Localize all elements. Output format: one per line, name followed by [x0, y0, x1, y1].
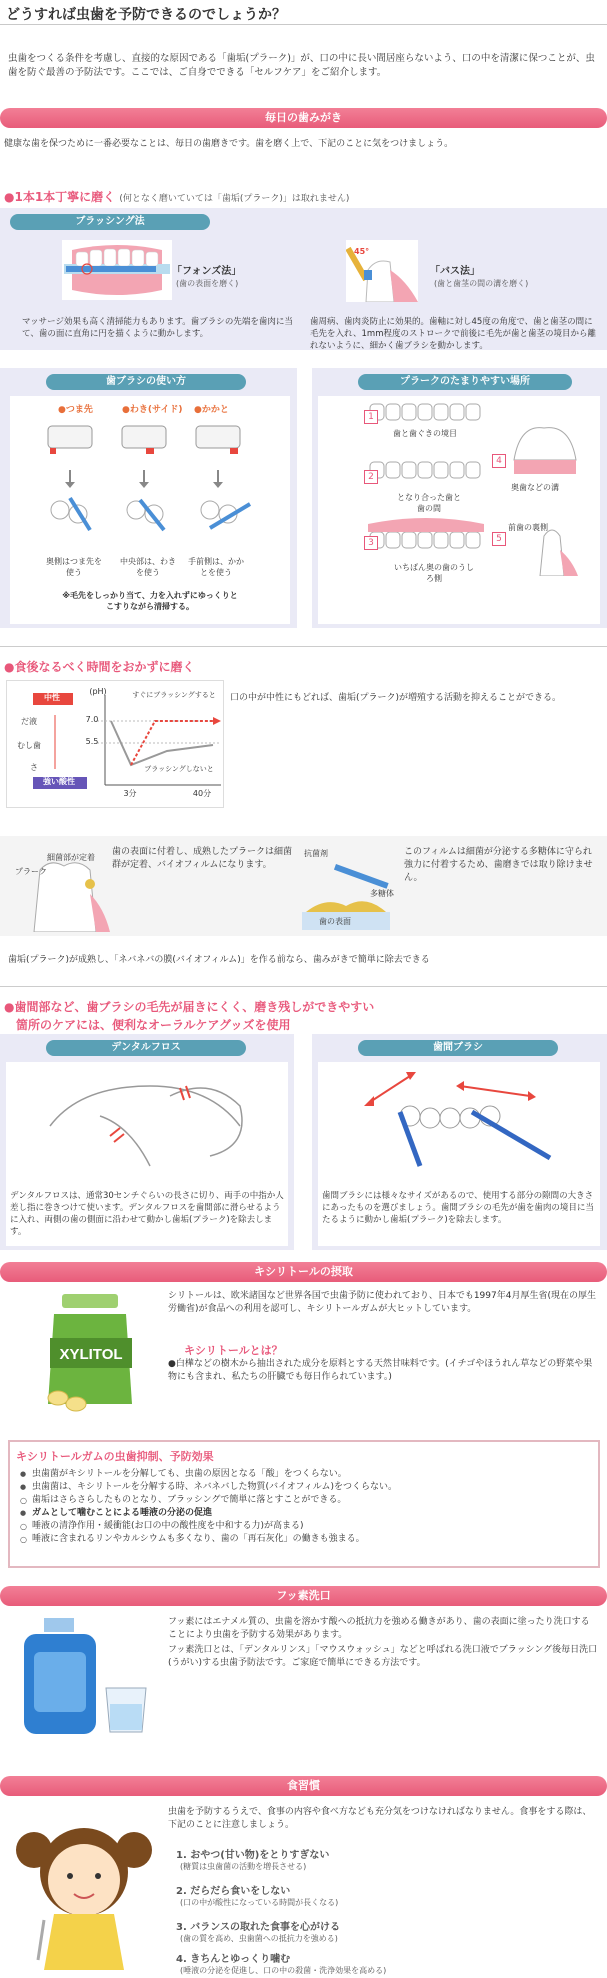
xylitol-question: キシリトールとは？: [184, 1344, 283, 1357]
list-item: ● 虫歯菌は、キシリトールを分解する時、ネバネバした物質(バイオフィルム)をつくらない。: [20, 1481, 590, 1494]
decay-label: むし歯: [17, 741, 41, 750]
ph-low-tick: 5.5: [85, 737, 99, 746]
fluoride-description-2: フッ素洗口とは、「デンタルリンス」「マウスウォッシュ」などと呼ばれる洗口液でブラッシング後毎日洗口(うがい)する虫歯予防法です。ご家庭で簡単にできる方法です。: [168, 1645, 598, 1668]
no-brush-label: ブラッシングしないと: [144, 765, 214, 773]
plaque-spot-number: 3: [364, 536, 378, 550]
label-heel: ●かかと: [194, 405, 229, 415]
fluoride-description-1: フッ素にはエナメル質の、虫歯を溶かす酸への抵抗力を強める働きがあり、歯の表面に塗ったり洗口することにより虫歯を予防する効果があります。: [168, 1617, 590, 1640]
dental-floss-illustration: [40, 1066, 260, 1176]
banner-diet: 食習慣: [0, 1776, 607, 1796]
plaque-spot-number: 4: [492, 454, 506, 468]
ph-acid-label: 強い酸性: [43, 777, 75, 786]
diet-item: 2. だらだら食いをしない (口の中が酸性になっている時間が長くなる): [176, 1886, 339, 1907]
xylitol-bottle-label: XYLITOL: [59, 1346, 123, 1363]
xylitol-description: シリトールは、欧米諸国など世界各国で虫歯予防に使われており、日本でも1997年4月厚生省(現在の厚生労働省)が食品への利用を認可し、キシリトールガムが大ヒットしています。: [168, 1291, 596, 1314]
section-divider: [0, 646, 607, 647]
saliva-label: だ液: [21, 717, 37, 726]
ph-high-tick: 7.0: [85, 715, 99, 724]
banner-xylitol: キシリトールの摂取: [0, 1262, 607, 1282]
heading-oral-care-2: 箇所のケアには、便利なオーラルケアグッズを使用: [16, 1018, 291, 1032]
interdental-brush-illustration: [360, 1066, 560, 1176]
plaque-spot-label: いちばん奥の歯のうしろ側: [394, 563, 474, 583]
heading-brush-after-meal: ●食後なるべく時間をおかずに磨く: [4, 660, 195, 674]
fones-description: マッサージ効果も高く清掃能力もあります。歯ブラシの先端を歯肉に当て、歯の面に直角に円を描くように動かします。: [22, 317, 293, 339]
fones-illustration: [62, 240, 172, 300]
xylitol-bottle-illustration: [40, 1294, 150, 1414]
biofilm-summary: 歯垢(プラーク)が成熟し、「ネバネバの膜(バイオフィルム)」を作る前なら、歯みがきで簡単に除去できる: [8, 955, 430, 965]
heading-brush-each-tooth: ●1本1本丁寧に磨く (何となく磨いていては「歯垢(プラーク)」は取れません): [4, 190, 350, 204]
mouthwash-illustration: [20, 1618, 150, 1738]
diet-item: 1. おやつ(甘い物)をとりすぎない (糖質は虫歯菌の活動を増長させる): [176, 1850, 330, 1871]
banner-fluoride-rinse: フッ素洗口: [0, 1586, 607, 1606]
bacteria-settle-label: 細菌部が定着: [47, 853, 95, 862]
label-toe: ●つま先: [58, 405, 93, 415]
plaque-spot-label: 奥歯などの溝: [511, 483, 559, 492]
plaque-label: プラーク: [15, 867, 47, 876]
biofilm-description: 歯の表面に付着し、成熟したプラークは細菌群が定着、バイオフィルムになります。: [112, 847, 293, 870]
plaque-teeth-illustration: [366, 402, 496, 552]
list-item: ○ 歯垢はさらさらしたものとなり、ブラッシングで簡単に落とすことができる。: [20, 1494, 590, 1507]
plaque-spot-number: 1: [364, 410, 378, 424]
plaque-spot-number: 2: [364, 470, 378, 484]
xylitol-gum-list: [20, 1468, 590, 1546]
polysaccharide-label: 多糖体: [370, 889, 394, 898]
tab-plaque-spots: プラークのたまりやすい場所: [358, 374, 572, 390]
plaque-spot-label: 歯と歯ぐきの境目: [393, 429, 457, 438]
time-tick-40min: 40分: [192, 789, 212, 798]
tooth-surface-label: 歯の表面: [319, 917, 351, 926]
tab-brushing-method: ブラッシング法: [10, 214, 210, 230]
film-description: このフィルムは細菌が分泌する多糖体に守られ強力に付着するため、歯磨きでは取り除けません。: [404, 847, 593, 883]
ph-unit-label: (pH): [89, 687, 107, 696]
section-divider: [0, 986, 607, 987]
xylitol-answer: ●白樺などの樹木から抽出された成分を原料とする天然甘味料です。(イチゴやほうれん草などの野菜や果物にも含まれ、私たちの肝臓でも毎日作られています。): [168, 1359, 593, 1382]
plaque-spot-number: 5: [492, 532, 506, 546]
xylitol-gum-heading: キシリトールガムの虫歯抑制、予防効果: [16, 1450, 214, 1463]
brush-immediately-label: すぐにブラッシングすると: [132, 691, 216, 699]
bass-illustration: [346, 240, 418, 302]
diet-item: 3. バランスの取れた食事を心がける (歯の質を高め、虫歯菌への抵抗力を強める): [176, 1922, 340, 1943]
interdental-description: 歯間ブラシには様々なサイズがあるので、使用する部分の隙間の大きさにあったものを選びましょう。歯間ブラシの毛先が歯を歯肉の境目に当たるように動かし歯垢(プラーク)を除去します。: [322, 1191, 594, 1225]
toothbrush-usage-illustration: [40, 418, 260, 558]
list-item: ● 虫歯菌がキシリトールを分解しても、虫歯の原因となる「酸」をつくらない。: [20, 1468, 590, 1481]
caption-toe: 奥側はつま先を使う: [46, 557, 102, 577]
tab-interdental-brush: 歯間ブラシ: [358, 1040, 558, 1056]
caption-heel: 手前側は、かかとを使う: [188, 557, 244, 577]
bass-angle-label: 45°: [354, 247, 370, 256]
title-divider: [0, 24, 607, 25]
floss-description: デンタルフロスは、通常30センチぐらいの長さに切り、両手の中指か人差し指に巻きつけて使います。デンタルフロスを歯間部に滑らせるように入れ、両側の歯の側面に沿わせて動かし歯垢(プラーク)を除去します。: [10, 1191, 284, 1237]
list-item: ● ガムとして噛むことによる唾液の分泌の促進: [20, 1507, 590, 1520]
list-item: ○ 唾液に含まれるリンやカルシウムも多くなり、歯の「再石灰化」の働きも強まる。: [20, 1533, 590, 1546]
fones-title: 「フォンズ法」: [172, 266, 242, 277]
page-title: どうすれば虫歯を予防できるのでしょうか？: [6, 7, 286, 23]
brushing-intro: 健康な歯を保つために一番必要なことは、毎日の歯磨きです。歯を磨く上で、下記のことに気をつけましょう。: [4, 139, 454, 149]
bass-description: 歯周病、歯肉炎防止に効果的。歯軸に対し45度の角度で、歯と歯茎の間に毛先を入れ、1mm程度のストロークで前後に毛先が歯と歯茎の境目から離れないように、細かく歯ブラシを動かします。: [310, 317, 596, 351]
antibacterial-label: 抗菌剤: [304, 849, 328, 858]
ph-graph-description: 口の中が中性にもどれば、歯垢(プラーク)が増殖する活動を抑えることができる。: [230, 693, 562, 703]
plaque-spot-label: となり合った歯と歯の間: [397, 493, 461, 513]
intro-text: 虫歯をつくる条件を考慮し、直接的な原因である「歯垢(プラーク)」が、口の中に長い間居座らないよう、口の中を清潔に保つことが、虫歯を防ぐ最善の予防法です。ここでは、ご自身でできる「セルフケア」をご紹介します。: [8, 53, 595, 78]
caption-side: 中央部は、わきを使う: [120, 557, 176, 577]
tab-toothbrush-usage: 歯ブラシの使い方: [46, 374, 246, 390]
list-item: ○ 唾液の清浄作用・緩衝能(お口の中の酸性度を中和する力)が高まる): [20, 1520, 590, 1533]
diet-item: 4. きちんとゆっくり噛む (唾液の分泌を促進し、口の中の殺菌・洗浄効果を高める): [176, 1954, 387, 1975]
girl-illustration: [14, 1810, 154, 1970]
banner-daily-brushing: 毎日の歯みがき: [0, 108, 607, 128]
ph-neutral-label: 中性: [44, 693, 60, 702]
heading-oral-care-1: ●歯間部など、歯ブラシの毛先が届きにくく、磨き残しができやすい: [4, 1000, 375, 1014]
tab-dental-floss: デンタルフロス: [46, 1040, 246, 1056]
brushing-note: ※毛先をしっかり当て、力を入れずにゆっくりとこすりながら清掃する。: [62, 591, 238, 611]
diet-description: 虫歯を予防するうえで、食事の内容や食べ方なども充分気をつけなければなりません。食事をする際は、下記のことに注意しましょう。: [168, 1807, 592, 1830]
fones-subtitle: (歯の表面を磨く): [176, 279, 239, 288]
bass-subtitle: (歯と歯茎の間の溝を磨く): [434, 279, 529, 288]
plaque-spot-label: 前歯の裏側: [508, 523, 548, 532]
molar-illustration: [510, 420, 580, 476]
label-side: ●わき(サイド): [122, 405, 183, 415]
acid-small-label: さ: [30, 763, 38, 772]
bass-title: 「バス法」: [430, 266, 480, 277]
time-tick-3min: 3分: [123, 789, 137, 798]
